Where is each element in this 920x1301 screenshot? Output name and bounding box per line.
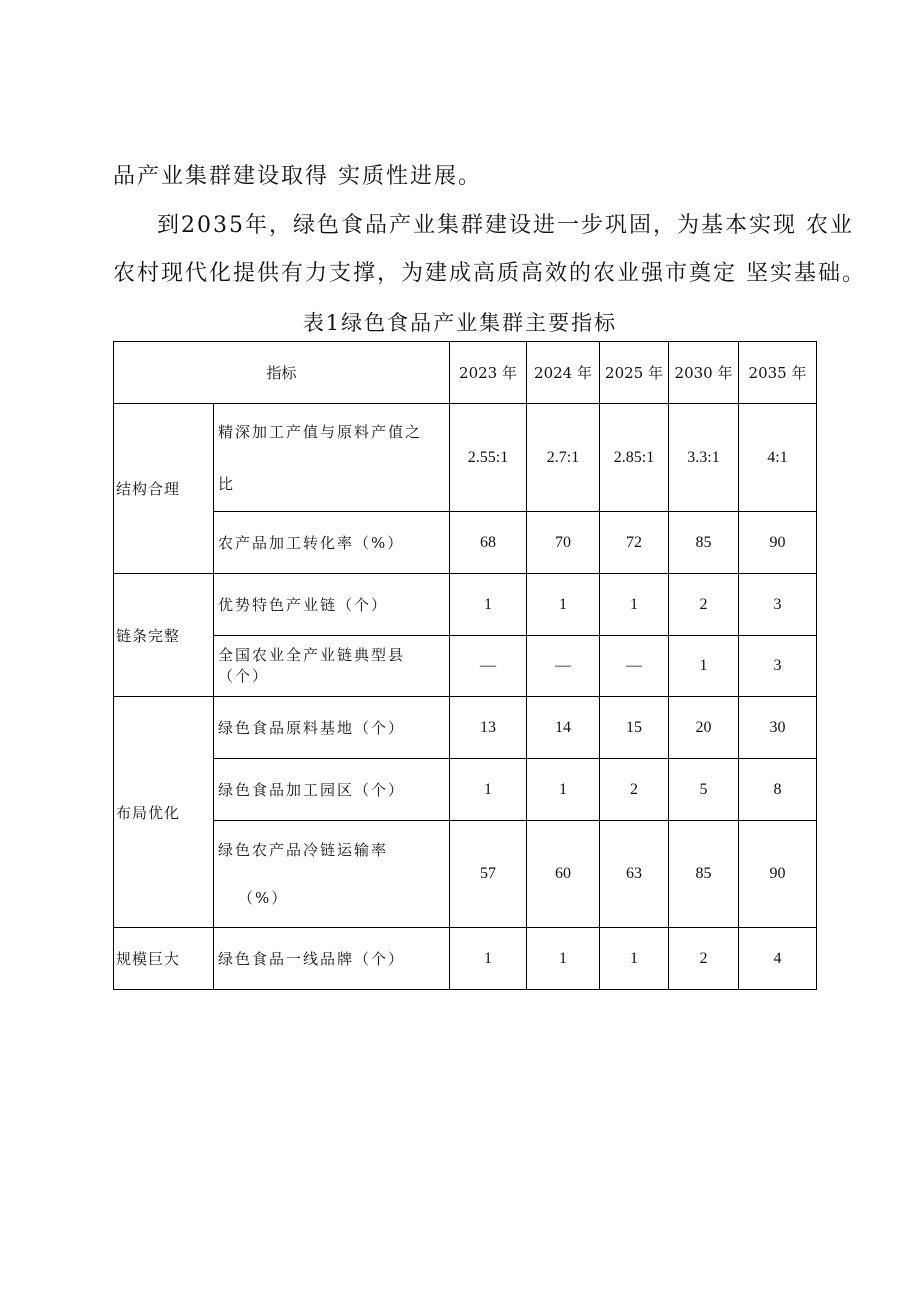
value-cell: — xyxy=(450,636,527,697)
table-row xyxy=(114,928,817,990)
group-name: 结构合理 xyxy=(114,404,214,574)
value-cell: 8 xyxy=(739,759,817,821)
paragraph-line-3: 农村现代化提供有力支撑，为建成高质高效的农业强市奠定 坚实基础。 xyxy=(113,261,866,286)
indicator-cell xyxy=(214,636,450,697)
indicator-line: （%） xyxy=(238,889,289,907)
header-indicator: 指标 xyxy=(114,342,450,404)
value-cell: 1 xyxy=(450,928,527,990)
table-row xyxy=(114,512,817,574)
value-cell: 3 xyxy=(739,636,817,697)
paragraph-line-2: 到2035年，绿色食品产业集群建设进一步巩固，为基本实现 农业 xyxy=(157,213,854,238)
table-caption: 表1绿色食品产业集群主要指标 xyxy=(302,311,618,335)
indicator-cell: 绿色食品原料基地（个） xyxy=(214,697,450,759)
value-cell: 85 xyxy=(669,821,739,928)
value-cell: 90 xyxy=(739,821,817,928)
value-cell: 1 xyxy=(527,759,600,821)
value-cell: 1 xyxy=(450,574,527,636)
value-cell: 3 xyxy=(739,574,817,636)
value-cell: 70 xyxy=(527,512,600,574)
indicator-cell: 绿色食品加工园区（个） xyxy=(214,759,450,821)
group-name: 链条完整 xyxy=(114,574,214,697)
indicator-cell xyxy=(214,821,450,928)
value-cell: 63 xyxy=(600,821,669,928)
value-cell: 15 xyxy=(600,697,669,759)
table-row xyxy=(114,759,817,821)
value-cell: 2.7:1 xyxy=(527,404,600,512)
value-cell: 60 xyxy=(527,821,600,928)
value-cell: 4:1 xyxy=(739,404,817,512)
table-row xyxy=(114,404,817,512)
value-cell: 2.55:1 xyxy=(450,404,527,512)
value-cell: — xyxy=(600,636,669,697)
value-cell: 13 xyxy=(450,697,527,759)
value-cell: 68 xyxy=(450,512,527,574)
value-cell: 85 xyxy=(669,512,739,574)
header-year: 2024 年 xyxy=(527,342,600,404)
value-cell: 14 xyxy=(527,697,600,759)
value-cell: 1 xyxy=(450,759,527,821)
header-year: 2025 年 xyxy=(600,342,669,404)
value-cell: — xyxy=(527,636,600,697)
indicator-cell: 农产品加工转化率（%） xyxy=(214,512,450,574)
value-cell: 4 xyxy=(739,928,817,990)
value-cell: 3.3:1 xyxy=(669,404,739,512)
value-cell: 2 xyxy=(669,928,739,990)
value-cell: 30 xyxy=(739,697,817,759)
indicator-line: 全国农业全产业链典型县 xyxy=(218,646,406,664)
group-name: 规模巨大 xyxy=(114,928,214,990)
group-name: 布局优化 xyxy=(114,697,214,928)
value-cell: 20 xyxy=(669,697,739,759)
header-year: 2030 年 xyxy=(669,342,739,404)
indicator-line: 比 xyxy=(218,474,236,493)
value-cell: 2.85:1 xyxy=(600,404,669,512)
indicator-cell xyxy=(214,404,450,512)
indicator-line: 精深加工产值与原料产值之 xyxy=(218,422,423,441)
value-cell: 1 xyxy=(600,928,669,990)
paragraph-line-1: 品产业集群建设取得 实质性进展。 xyxy=(113,164,482,189)
value-cell: 1 xyxy=(527,928,600,990)
value-cell: 1 xyxy=(527,574,600,636)
value-cell: 90 xyxy=(739,512,817,574)
value-cell: 1 xyxy=(669,636,739,697)
value-cell: 2 xyxy=(600,759,669,821)
table-row xyxy=(114,697,817,759)
value-cell: 1 xyxy=(600,574,669,636)
indicator-line: 绿色农产品冷链运输率 xyxy=(218,841,389,859)
header-year: 2035 年 xyxy=(739,342,817,404)
indicator-cell: 绿色食品一线品牌（个） xyxy=(214,928,450,990)
value-cell: 72 xyxy=(600,512,669,574)
table-row xyxy=(114,636,817,697)
indicator-line: （个） xyxy=(218,667,270,685)
indicator-cell: 优势特色产业链（个） xyxy=(214,574,450,636)
table-row xyxy=(114,821,817,928)
table-row xyxy=(114,574,817,636)
value-cell: 5 xyxy=(669,759,739,821)
value-cell: 2 xyxy=(669,574,739,636)
header-year: 2023 年 xyxy=(450,342,527,404)
value-cell: 57 xyxy=(450,821,527,928)
indicator-table xyxy=(113,341,817,990)
header-row xyxy=(114,342,817,404)
